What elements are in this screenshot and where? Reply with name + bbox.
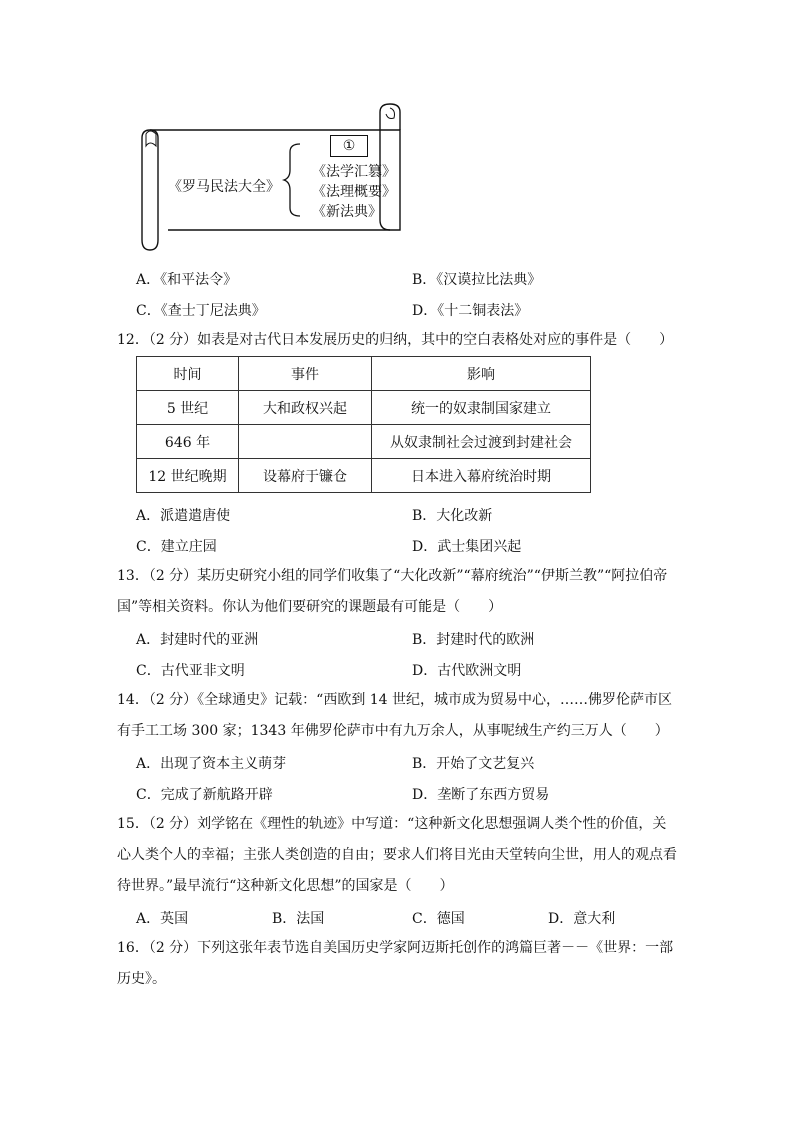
scroll-item: 《法理概要》 bbox=[312, 184, 396, 200]
q16-stem: 16．（2 分）下列这张年表节选自美国历史学家阿迈斯托创作的鸿篇巨著－－《世界：一部历史》。 bbox=[117, 940, 674, 987]
q15-option-a[interactable]: A．英国 bbox=[136, 911, 189, 927]
q11-option-d[interactable]: D．《十二铜表法》 bbox=[412, 303, 529, 319]
table-cell: 日本进入幕府统治时期 bbox=[372, 459, 591, 493]
table-header-cell: 时间 bbox=[137, 357, 239, 391]
q15-option-d[interactable]: D．意大利 bbox=[548, 911, 616, 927]
table-cell: 646 年 bbox=[137, 425, 239, 459]
q14-stem: 14．（2 分）《全球通史》记载：“西欧到 14 世纪，城市成为贸易中心，……佛罗伦萨市区有手工工场 300 家；1343 年佛罗伦萨市中有九万余人，从事呢绒生产约三万人（ ） bbox=[117, 692, 673, 739]
q11-option-a[interactable]: A．《和平法令》 bbox=[136, 272, 238, 288]
table-row bbox=[137, 459, 591, 493]
blank-marker: ① bbox=[330, 135, 368, 157]
q12-option-a[interactable]: A．派遣遣唐使 bbox=[136, 508, 231, 524]
table-cell: 从奴隶制社会过渡到封建社会 bbox=[372, 425, 591, 459]
q13-option-c[interactable]: C．古代亚非文明 bbox=[136, 663, 245, 679]
q14-option-a[interactable]: A．出现了资本主义萌芽 bbox=[136, 756, 287, 772]
table-header-cell: 事件 bbox=[239, 357, 372, 391]
q12-stem: 12．（2 分）如表是对古代日本发展历史的归纳，其中的空白表格处对应的事件是（ ） bbox=[117, 332, 674, 348]
q13-option-b[interactable]: B．封建时代的欧洲 bbox=[412, 632, 535, 648]
q15-option-b[interactable]: B．法国 bbox=[272, 911, 325, 927]
table-header-cell: 影响 bbox=[372, 357, 591, 391]
q12-option-c[interactable]: C．建立庄园 bbox=[136, 539, 217, 555]
q13-option-a[interactable]: A．封建时代的亚洲 bbox=[136, 632, 259, 648]
q12-option-d[interactable]: D．武士集团兴起 bbox=[412, 539, 522, 555]
history-table bbox=[136, 356, 591, 493]
q14-option-c[interactable]: C．完成了新航路开辟 bbox=[136, 787, 273, 803]
table-row bbox=[137, 391, 591, 425]
q14-option-b[interactable]: B．开始了文艺复兴 bbox=[412, 756, 535, 772]
table-row bbox=[137, 425, 591, 459]
scroll-title: 《罗马民法大全》 bbox=[168, 179, 280, 195]
q13-stem: 13．（2 分）某历史研究小组的同学们收集了“大化改新”“幕府统治”“伊斯兰教”“阿拉伯帝国”等相关资料。你认为他们要研究的课题最有可能是（ ） bbox=[117, 568, 668, 615]
table-cell: 设幕府于镰仓 bbox=[239, 459, 372, 493]
scroll-item: 《新法典》 bbox=[312, 204, 382, 220]
q14-option-d[interactable]: D．垄断了东西方贸易 bbox=[412, 787, 550, 803]
table-cell: 大和政权兴起 bbox=[239, 391, 372, 425]
table-cell: 5 世纪 bbox=[137, 391, 239, 425]
q15-option-c[interactable]: C．德国 bbox=[412, 911, 465, 927]
q11-option-b[interactable]: B．《汉谟拉比法典》 bbox=[412, 272, 542, 288]
table-cell-blank bbox=[239, 425, 372, 459]
q12-option-b[interactable]: B．大化改新 bbox=[412, 508, 493, 524]
table-cell: 12 世纪晚期 bbox=[137, 459, 239, 493]
q11-option-c[interactable]: C．《查士丁尼法典》 bbox=[136, 303, 266, 319]
table-cell: 统一的奴隶制国家建立 bbox=[372, 391, 591, 425]
q13-option-d[interactable]: D．古代欧洲文明 bbox=[412, 663, 522, 679]
q15-stem: 15．（2 分）刘学铭在《理性的轨迹》中写道：“这种新文化思想强调人类个性的价值，关心人类个人的幸福；主张人类创造的自由；要求人们将目光由天堂转向尘世，用人的观点看待世界。”最早流行“这种新文化思想”的国家是（ ） bbox=[117, 816, 677, 894]
scroll-item: 《法学汇篡》 bbox=[312, 164, 396, 180]
table-header-row bbox=[137, 357, 591, 391]
